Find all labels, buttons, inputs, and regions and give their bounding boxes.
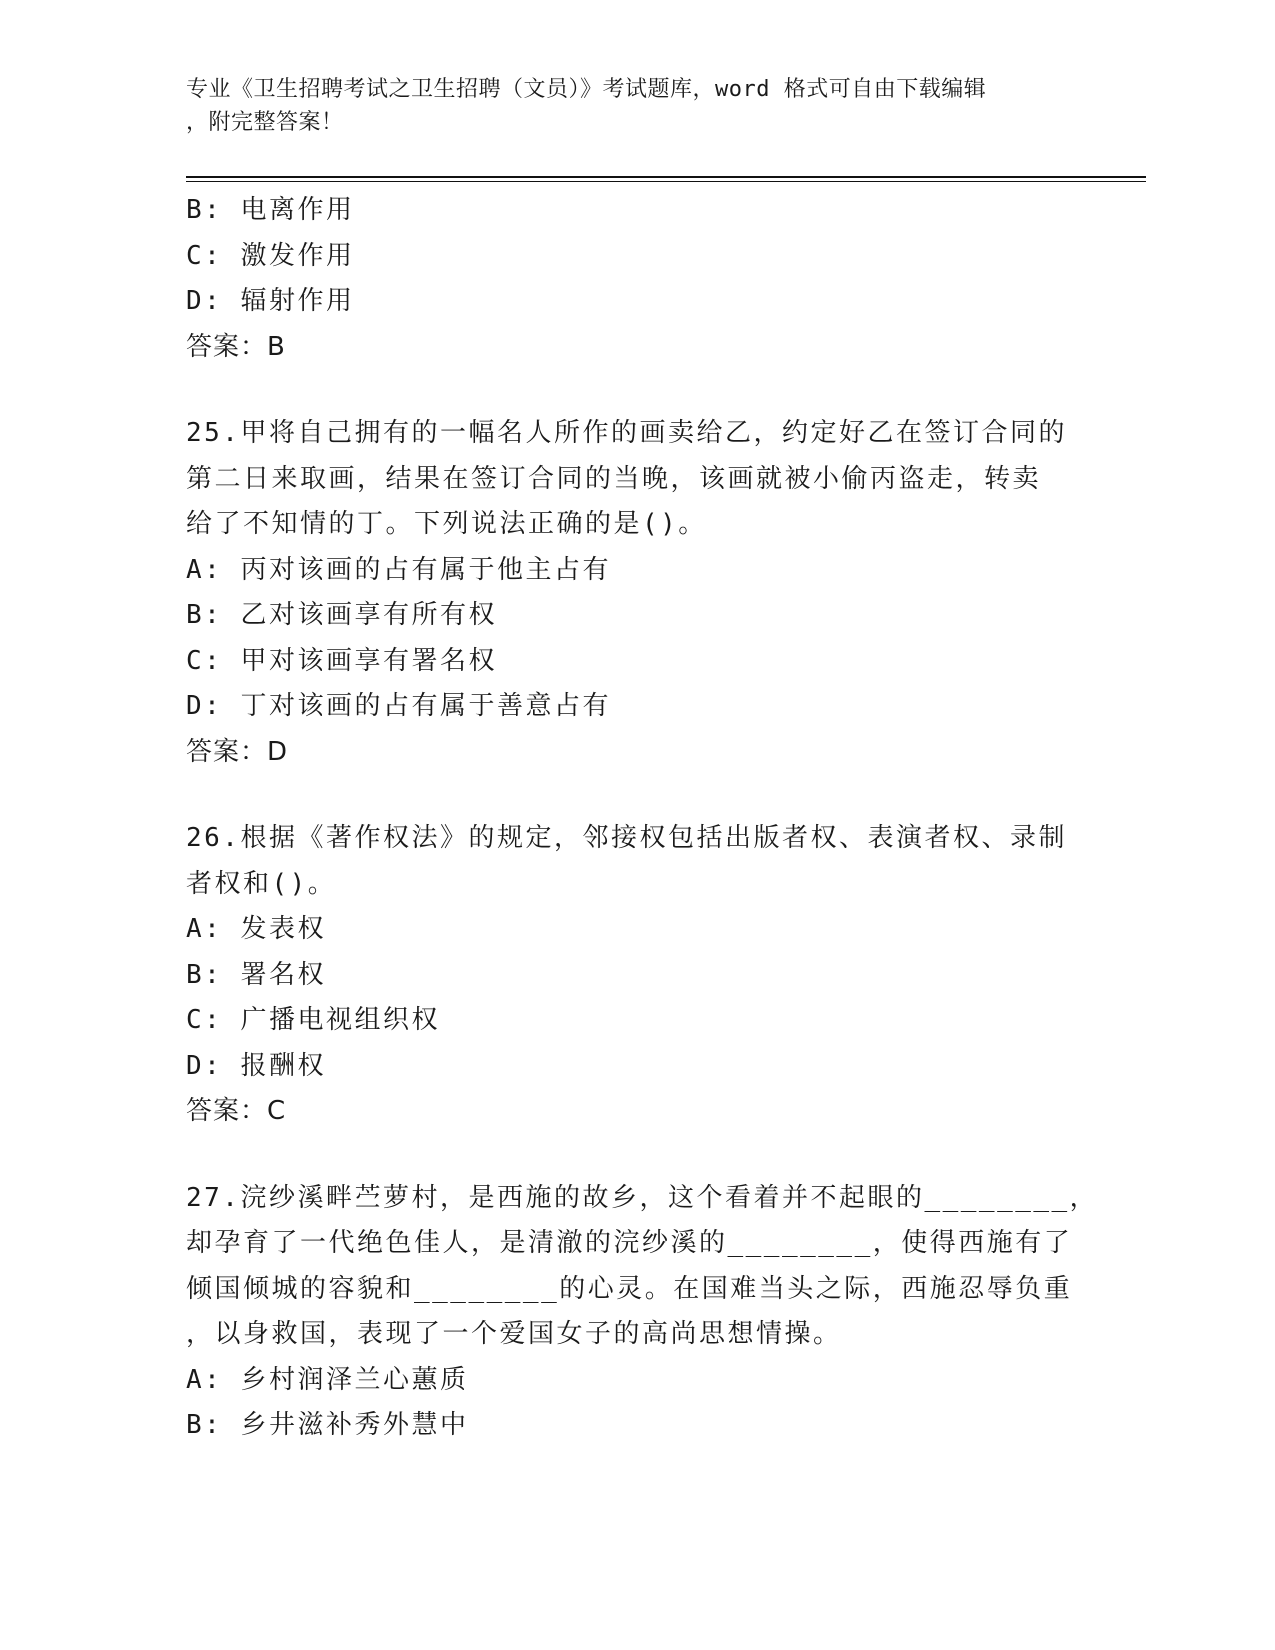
option-c: C: 激发作用 bbox=[186, 240, 355, 271]
option-a: A: 发表权 bbox=[186, 914, 326, 944]
question-26 bbox=[186, 816, 1086, 1135]
question-stem-line: ，以身救国，表现了一个爱国女子的高尚思想情操。 bbox=[186, 1319, 842, 1349]
question-stem-line: 25.甲将自己拥有的一幅名人所作的画卖给乙，约定好乙在签订合同的 bbox=[186, 418, 1067, 448]
option-c: C: 广播电视组织权 bbox=[186, 1005, 440, 1035]
document-header bbox=[186, 73, 1066, 139]
question-24-tail bbox=[186, 188, 1086, 370]
header-line-1: 专业《卫生招聘考试之卫生招聘（文员）》考试题库，word 格式可自由下载编辑 bbox=[186, 77, 987, 102]
option-b: B: 乙对该画享有所有权 bbox=[186, 600, 497, 630]
question-stem-line: 27.浣纱溪畔苎萝村，是西施的故乡，这个看着并不起眼的________， bbox=[186, 1182, 1099, 1213]
question-content bbox=[186, 188, 1099, 1449]
option-d: D: 辐射作用 bbox=[186, 286, 355, 316]
option-d: D: 报酬权 bbox=[186, 1050, 326, 1081]
question-stem-line: 给了不知情的丁。下列说法正确的是()。 bbox=[186, 509, 707, 539]
header-divider-thin bbox=[186, 181, 1146, 182]
option-a: A: 乡村润泽兰心蕙质 bbox=[186, 1364, 469, 1395]
question-stem-line: 者权和()。 bbox=[186, 868, 337, 899]
header-divider-thick bbox=[186, 176, 1146, 178]
question-25 bbox=[186, 411, 1086, 775]
option-b: B: 署名权 bbox=[186, 959, 326, 990]
answer-line: 答案：C bbox=[186, 1096, 287, 1126]
header-line-2: ，附完整答案！ bbox=[186, 110, 344, 135]
option-a: A: 丙对该画的占有属于他主占有 bbox=[186, 554, 611, 585]
question-stem-line: 却孕育了一代绝色佳人，是清澈的浣纱溪的________，使得西施有了 bbox=[186, 1228, 1073, 1258]
option-d: D: 丁对该画的占有属于善意占有 bbox=[186, 691, 611, 721]
question-stem-line: 26.根据《著作权法》的规定，邻接权包括出版者权、表演者权、录制 bbox=[186, 823, 1067, 853]
answer-line: 答案：D bbox=[186, 736, 289, 767]
question-stem-line: 第二日来取画，结果在签订合同的当晚，该画就被小偷丙盗走，转卖 bbox=[186, 463, 1042, 494]
option-c: C: 甲对该画享有署名权 bbox=[186, 645, 497, 676]
answer-line: 答案：B bbox=[186, 331, 286, 362]
question-27 bbox=[186, 1176, 1099, 1449]
question-stem-line: 倾国倾城的容貌和________的心灵。在国难当头之际，西施忍辱负重 bbox=[186, 1273, 1073, 1304]
option-b: B: 电离作用 bbox=[186, 195, 355, 225]
option-b: B: 乡井滋补秀外慧中 bbox=[186, 1410, 469, 1440]
